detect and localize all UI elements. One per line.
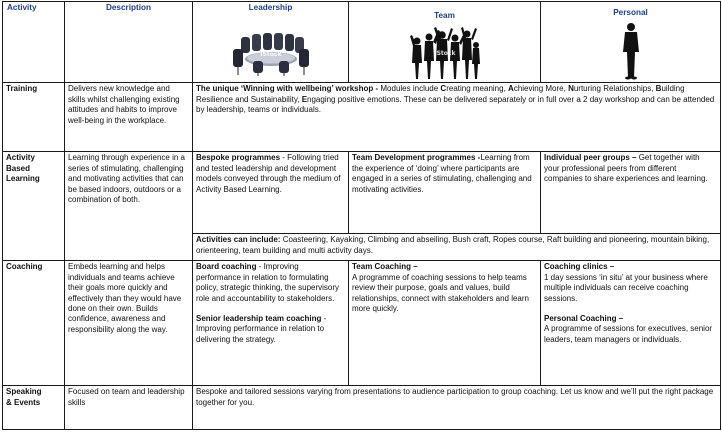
training-description: Delivers new knowledge and skills whilst challenging existing attitudes and habits to improve well-being in the workplace.	[65, 83, 193, 152]
header-leadership-label: Leadership	[248, 3, 293, 12]
activity-speaking	[3, 386, 65, 430]
team-celebrating-image	[409, 25, 481, 81]
clinics-title: Coaching clinics –	[544, 262, 615, 272]
speaking-row	[3, 386, 721, 430]
activities-list	[193, 234, 721, 261]
header-activity: Activity	[3, 2, 65, 83]
personal-coaching-text: A programme of sessions for executives, senior leaders, team managers or individuals.	[544, 324, 713, 344]
module-text: urturing Relationships,	[573, 84, 656, 94]
activities-text: Coasteering, Kayaking, Climbing and abseiling, Bush craft, Ropes course, Raft building and pioneering, mountain biking, orienteering, team building and multi activity days.	[196, 235, 710, 255]
coaching-description: Embeds learning and helps individuals and teams achieve their goals more quickly and effectively than they would have done on their own. Builds confidence, awareness and responsibility along the way.	[65, 261, 193, 386]
team-coaching-text: A programme of coaching sessions to help teams review their purpose, goals and values, build relationships, connect with stakeholders and learn more quickly.	[352, 272, 529, 314]
workshop-lead: Modules include	[378, 84, 441, 94]
watermark-text: iStock	[434, 50, 455, 58]
team-coaching	[349, 261, 541, 386]
module-text: reating meaning,	[446, 84, 509, 94]
activity-based-row	[3, 152, 721, 234]
header-team-label: Team	[434, 11, 455, 20]
services-table	[2, 1, 721, 430]
training-workshop	[193, 83, 721, 152]
bespoke-programmes	[193, 152, 349, 234]
module-initial: B	[655, 84, 662, 94]
module-text: ngaging positive emotions. These can be delivered separately or in full over a 2 day workshop and can be attended by leadership, teams or individuals.	[196, 94, 715, 115]
speaking-description: Focused on team and leadership skills	[65, 386, 193, 430]
header-row	[3, 2, 721, 83]
activity-coaching: Coaching	[3, 261, 65, 386]
workshop-title: The unique ‘Winning with wellbeing’ workshop -	[196, 84, 379, 94]
team-dev-text: Learning from the experience of ‘doing’ where participants are engaged in a series of stimulating, challenging and motivating activities.	[352, 153, 532, 194]
personal-coaching	[541, 261, 721, 386]
header-leadership	[193, 2, 349, 83]
activities-label: Activities can include:	[196, 235, 281, 245]
activity-based-learning	[3, 152, 65, 261]
board-text: - Improving performance in relation to formulating policy, strategic thinking, the supervisory role and accountability to stakeholders.	[196, 262, 340, 303]
training-row	[3, 83, 721, 152]
board-coaching	[193, 261, 349, 386]
senior-title: Senior leadership team coaching	[196, 314, 322, 324]
header-personal	[541, 2, 721, 83]
coaching-row	[3, 261, 721, 386]
activity-label-line: Learning	[6, 174, 40, 184]
bespoke-text: - Following tried and tested leadership and development models conveyed through the medium of Activity Based Learning.	[196, 153, 341, 194]
module-initial: E	[301, 94, 308, 104]
module-text: chieving More,	[513, 84, 569, 94]
module-initial: N	[568, 84, 574, 94]
board-coaching-block	[196, 262, 345, 304]
speaking-details: Bespoke and tailored sessions varying from presentations to audience participation to group coaching. Let us know and we’ll put the right package together for you.	[193, 386, 721, 430]
module-initial: A	[508, 84, 514, 94]
senior-text: - Improving performance in relation to delivering the strategy.	[196, 314, 327, 344]
boardroom-meeting-image	[231, 31, 311, 77]
team-dev-title: Team Development programmes -	[352, 153, 481, 163]
peer-groups-text: Get together with your professional peers from different companies to share experiences and learning.	[544, 153, 708, 184]
activity-label-line: Activity	[6, 153, 35, 163]
board-title: Board coaching	[196, 262, 257, 272]
bespoke-title: Bespoke programmes	[196, 153, 281, 163]
personal-coaching-title: Personal Coaching –	[544, 314, 624, 324]
module-text: uilding Resilience and Sustainability,	[196, 84, 685, 104]
module-initial: C	[440, 84, 447, 94]
peer-groups-title: Individual peer groups –	[544, 153, 637, 163]
activity-based-description: Learning through experience in a series of stimulating, challenging and motivating activities that can be based indoors, outdoors or a combination of both.	[65, 152, 193, 261]
team-coaching-title: Team Coaching –	[352, 262, 418, 272]
businessperson-image	[619, 22, 643, 80]
clinics-text: 1 day sessions ‘in situ’ at your business where multiple individuals can receive coaching sessions.	[544, 272, 708, 303]
activity-training: Training	[3, 83, 65, 152]
team-development	[349, 152, 541, 234]
watermark-text: iStock	[260, 51, 281, 59]
header-team	[349, 2, 541, 83]
header-personal-label: Personal	[613, 8, 648, 17]
activity-label-line: & Events	[6, 397, 41, 407]
individual-peer-groups	[541, 152, 721, 234]
header-description: Description	[65, 2, 193, 83]
activity-label-line: Based	[6, 163, 31, 173]
senior-coaching-block	[196, 314, 345, 345]
activity-label-line: Speaking	[6, 387, 42, 397]
